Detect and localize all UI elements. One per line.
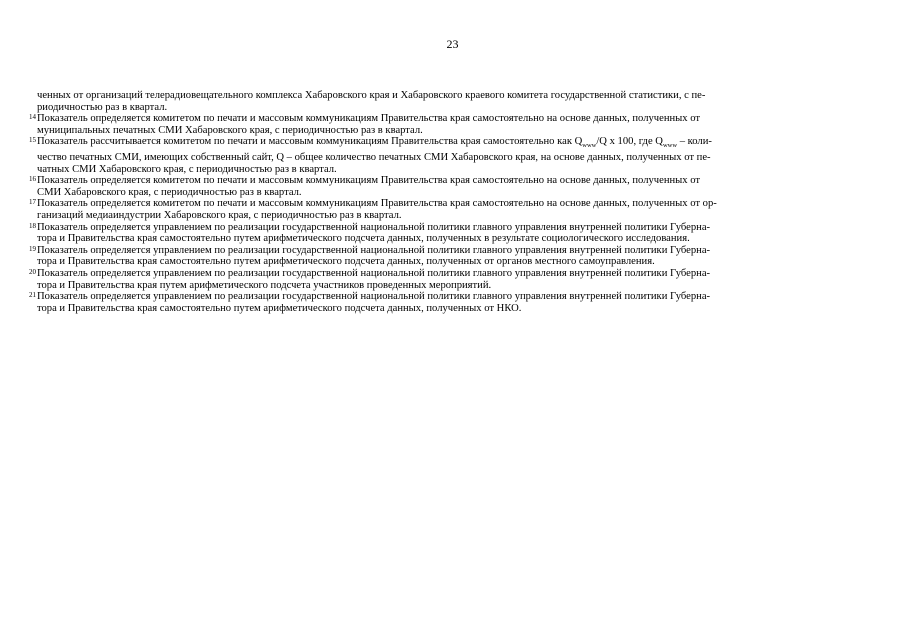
footnote-line: чество печатных СМИ, имеющих собственный сайт, Q – общее количество печатных СМИ Хабаровского края, на основе данных, полученных от пе- (37, 152, 711, 164)
footnote-body (29, 113, 875, 136)
footnote-number: 20 (29, 268, 36, 277)
footnote-text: Показатель рассчитывается комитетом по печати и массовым коммуникациям Правительства края самостоятельно как Q (37, 136, 583, 148)
footnote-body (29, 268, 875, 291)
formula-text: /Q х 100, где Q (596, 136, 663, 148)
footnote-line: ченных от организаций телерадиовещательного комплекса Хабаровского края и Хабаровского краевого комитета государственной статистики, с пе- (37, 90, 706, 101)
footnote-body (29, 136, 875, 175)
footnote-line: риодичностью раз в квартал. (37, 101, 168, 113)
footnote-number: 18 (29, 221, 36, 230)
footnote-17 (29, 198, 875, 221)
footnote-line: муниципальных печатных СМИ Хабаровского края, с периодичностью раз в квартал. (37, 124, 423, 136)
footnote-number: 19 (29, 244, 36, 253)
footnote-number: 15 (29, 136, 36, 145)
footnote-line: Показатель определяется управлением по реализации государственной национальной политики главного управления внутренней политики Губерна- (37, 221, 711, 233)
footnote-20 (29, 268, 875, 291)
footnote-body (29, 175, 875, 198)
footnote-21 (29, 291, 875, 314)
footnote-line: тора и Правительства края путем арифметического подсчета участников проведенных мероприятий. (37, 279, 492, 291)
formula-subscript: www (662, 142, 678, 150)
footnote-line: тора и Правительства края самостоятельно путем арифметического подсчета данных, полученных в результате социологического исследования. (37, 233, 690, 245)
footnote-line: СМИ Хабаровского края, с периодичностью раз в квартал. (37, 186, 302, 198)
footnote-line: Показатель определяется комитетом по печати и массовым коммуникациям Правительства края самостоятельно на основе данных, полученных от ор- (37, 198, 717, 210)
footnote-line: Показатель определяется управлением по реализации государственной национальной политики главного управления внутренней политики Губерна- (37, 291, 711, 303)
footnote-line: чатных СМИ Хабаровского края, с периодичностью раз в квартал. (37, 163, 337, 175)
footnote-18 (29, 222, 875, 245)
footnote-16 (29, 175, 875, 198)
footnote-line: ганизаций медиаиндустрии Хабаровского края, с периодичностью раз в квартал. (37, 210, 402, 222)
footnote-15 (29, 136, 875, 175)
footnote-body (29, 90, 875, 113)
footnote-body (29, 198, 875, 221)
footnote-line: Показатель определяется комитетом по печати и массовым коммуникациям Правительства края самостоятельно на основе данных, полученных от (37, 175, 701, 187)
footnote-continued (29, 90, 875, 113)
footnote-line-with-formula (37, 136, 875, 152)
formula-subscript: www (582, 142, 597, 150)
footnote-number: 21 (29, 291, 36, 300)
footnote-line: Показатель определяется комитетом по печати и массовым коммуникациям Правительства края самостоятельно на основе данных, полученных от (37, 113, 701, 125)
footnote-14 (29, 113, 875, 136)
footnote-line: тора и Правительства края самостоятельно путем арифметического подсчета данных, полученных от НКО. (37, 302, 522, 314)
footnote-body (29, 222, 875, 245)
footnote-body (29, 291, 875, 314)
footnote-number: 14 (29, 113, 36, 122)
footnote-line: Показатель определяется управлением по реализации государственной национальной политики главного управления внутренней политики Губерна- (37, 268, 711, 280)
formula-text: – коли- (677, 136, 712, 148)
footnote-body (29, 245, 875, 268)
footnote-19 (29, 245, 875, 268)
footnote-line: тора и Правительства края самостоятельно путем арифметического подсчета данных, полученных от органов местного самоуправления. (37, 256, 655, 268)
footnote-line: Показатель определяется управлением по реализации государственной национальной политики главного управления внутренней политики Губерна- (37, 244, 711, 256)
page-number: 23 (446, 37, 459, 51)
footnote-number: 16 (29, 175, 36, 184)
footnotes (29, 90, 875, 314)
footnote-number: 17 (29, 198, 36, 207)
